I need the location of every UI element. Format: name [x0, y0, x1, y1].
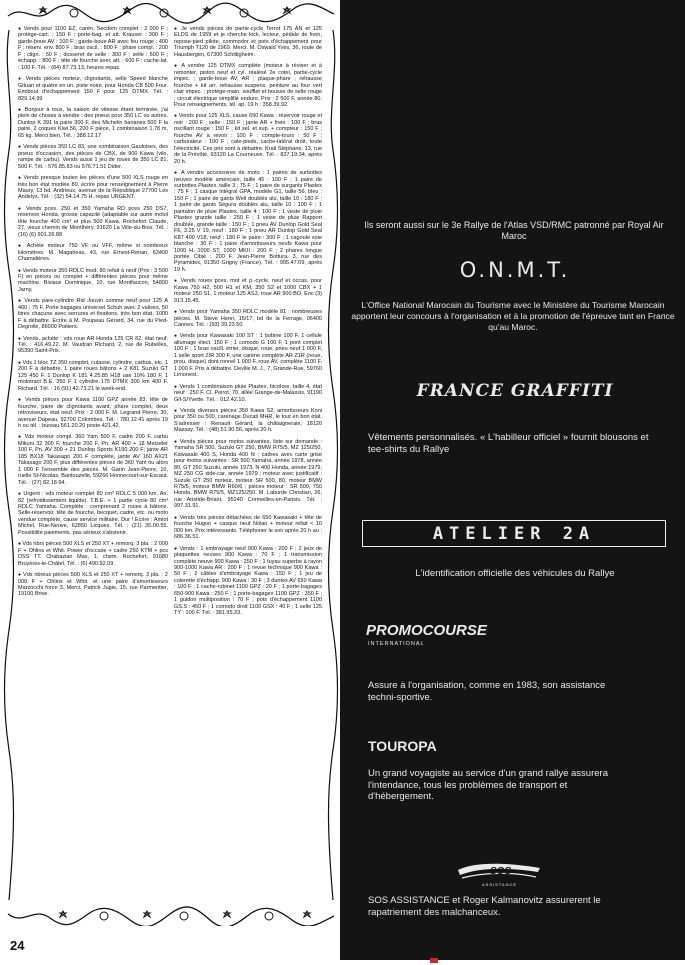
classified-ad: ● Vends : 1 embrayage neuf 900 Kawa : 200 F ; 2 jeux de plaquettes neuves 900 Kawa : 70 F ; 1 transmission complète neuve 900 Kawa : 250 F ; 1 tuyau superbe à rayon 900-1000 Kawa AR : 200 F ; 1 revue technique 900 Kawa : 50 F ; 2 câbles d'embrayage Kawa : 150 F ; 1 jeu de colerette d'échapp. 900 Kawa : 30 F ; 3 durites AV 650 Kawa : 100 F ; 1 cache-robinet 1100 GPZ : 20 F ; 1 porte-bagages 650-900 Kawa : 250 F ; 1 porte-bagages 1100 GPZ : 350 F ; 1 guidon multiposition : 70 F ; pots d'échappement 1100 GS.S : 450 F ; 1 comodo droit 1100 GSX : 40 F ; 1 selle 125 TY : 100 F. Tél. : 381.95.33. [174, 546, 322, 617]
classified-ad: ● Vends moteur 350 RDLC mod. 80 refait à neuf (Prix : 3 500 F) en pièces ou complet + différentes pièces pour même machine. Bisiaux Dominique, 10, rue Montfaucon, 54800 Jarny. [18, 268, 168, 294]
classified-ad: ● Vds moteur compl. 360 Yam 500 F, cadre 200 F, carbu Mikuni 32 300 F, fourche 200 F, Pn. AR 400 + 18 Metzeler 100 F, Pn. AV 300 + 21 Dunlop Sports K190 200 F; jante AR 185 BX18 Takasago 200 F complète, jante AV 160 AX21 Takasago 200 F, plus différentes pièces de 360 Yam ou alors 1 000 F l'ensemble des pièces. M. Garin Jean-Pierre, 10, ruelle St-Nicolas, Bantouzelle, 59266 Honnecourt-sur-Escaut. Tél. : (27) 82.18.94. [18, 434, 168, 486]
classified-ad: ● Vends pour 125 XLS, cause 650 Kawa : réservoir rouge et noir : 200 F ; selle : 150 F ; jante AR + frein : 100 F ; bras oscillant rouge : 150 F ; kit sel. et sup. + compteur : 150 F ; fourche AV à revoir : 100 F ; compte-tours : 50 F ; carburateur : 100 F ; cale-pieds, cache-latéral droit, toute l'électricité. Ces prix sont à débattre. Krali Stéphane, 13, rue de la Prévôté, 93120 La Courneuve. Tél. : 837.19.34, après 20 h. [174, 113, 322, 165]
classified-ad: ● Vends pces. 250 et 350 Yamaha RD pces 250 DS7, réservoir Honda, grosse capacité (adaptable sur autre motol tête fourche 400 cm³ et plus 500 Kawa. Rochefort Claude, 27, vieux chemin de Montlhéry, 91620 La Ville-du-Bois. Tél. : (16) (6) 901.26.88 [18, 206, 168, 238]
classified-ad: ● Vends pour Yamaha 350 RDLC modèle 81 : nombreuses pièces. M. Steve Henri, 15/17, bd de la Ferrage, 06400 Cannes. Tél. : (93) 39.23.50. [174, 309, 322, 328]
classified-ad: ● Achète moteur 750 VF ou VFF, même si nombreux kilomètres. M. Magaheas, 43, rue Ernest-Renan, 63400 Chamalières. [18, 243, 168, 262]
sos-logo-text: SOS [490, 866, 512, 877]
onmt-description: L'Office National Marocain du Tourisme avec le Ministère du Tourisme Marocain apportent leur concours à l'organisation et à la promotion de l'épreuve tant en France qu'au Maroc. [351, 300, 675, 332]
page-number: 24 [10, 938, 25, 953]
classified-ad: ● Vends roues pces. mot et p.-cycle, neuf et occas. pour Kawa 750 H2, 500 H1 et KM, 350 S2 et 1000 CBX + 1 moteur 250 S1, 1 moteur 125 AS3, roue AR 900 BO. Enc (3) 913.15.45. [174, 278, 322, 304]
classified-ad: ● Vds nbreus pièces 500 XLS et 250 XT + remorq. 3 pla. : 2 000 F + Ohlins et Whit. et une paire d'amortisseurs Marzocchi force 3. Merci. Patrick Jugie, 15, rue Parmentier, 19100 Brive. [18, 572, 168, 598]
classified-ad: ● A vendre accessoires de moto : 1 paires de surbottes neuves modèle américain, taille 45 : 100 F ; 1 paire de surbottes Plastex, taille 3 : 75 F ; 1 paire de surgants Plastex : 75 F ; 1 casque intégral GPA, modèle G1, taille 56, bleu : 150 F ; 1 paire de gants Well doublés alu, taille 10 : 180 F ; 1 paire de gants Ségura doublés alu, taille 10 : 100 F ; 1 pantalon de pluie Plastex, taille 4 : 100 F ; 1 veste de pluie Plastex grande taille : 250 F ; 1 veste de pluie Rapport doublée, grande taille : 150 F ; 1 pneu AV Dunlop Gold Seal F6, 3.25 V 19, neuf : 180 F ; 1 pneu AR Dunlop Gold Seal K87 400 V18, neuf : 180 F le paire : 300 F ; 1 cagoule soie blanche : 30 F ; 1 paire d'amortisseurs neufs Kawa pour 1000 H, 1000 ST, 1000 MKII : 200 F ; 2 phares longue portée Cibié : 200 F. Jean-Pierre Bottura, 3, rue des Pyramides, 91350 Grigny (France). Tél. : 905.47.09, après 19 h. [174, 170, 322, 273]
classified-ad: ● Vends pièces pour Kawa 1100 GPZ année 83, tête de fourche, paire de clignotants avant, phare complet, deux rétroviseurs, état neuf. Prix : 2 000 F. M. Legrand Pierre, 30, avenue Dapeau, 92700 Colombes. Tél. : 780.12.41 après 19 h ou tél. : bureau 561.20.20 poste 421.42. [18, 397, 168, 429]
classified-ad: ● A vendre 125 DTMX complète (moteur à réviser et à remonter, piston neuf et cyl. réalésé 2e cotel, partie-cycle impec. ; garde-boue AV, AR ; plaque-phare ; rehausse fourche + kit arr. rehausse suspens. peinture au four vert clair impec. ; protège-main, soufflet et housse de selle rouge ; circuit électrique simplifié enduro. Prix : 2 500 F, année 80. Pour renseignements, tél. ap. 19 h : 358.39.92. [174, 63, 322, 108]
classified-ad: ● Bonjour à tous, la saison de vitesse étant terminée, j'ai plein de choses à vendre : des pneus pour 350 LC ou autres. Dunlop K 391 la paire 300 F, des Michelin bananes 500 F la paire, 2 coques Kiwi 56, 200 F pièce, 1 combinaison 1,78 m, 65 kg. Merci bien. Tél. : 388.12.17 [18, 107, 168, 139]
classified-ad: ● Vends pour Kawasaki 100 ST : 1 bobine 100 F, 1 cellule allumage élect. 150 F ; 1 comodo G 100 F, 1 pont complet 100 F ; 1 bras oscill. étrier, disque, roue, pneu neuf 1 000 F, 1 selle sport ZIR 300 F, une carène complète AR Z1R (noue, prou. disque) dont ronnel 1 000 F, roue AV, complète 1100 F, 1 000 F. Prix à débattre. Deville M. J., 7, Grande-Rue, 59760 Limonest. [174, 333, 322, 378]
atelier-2a-description: L'identification officielle des véhicules du Rallye [415, 568, 615, 579]
doodle-border-left [2, 30, 16, 900]
classifieds-column-a [18, 26, 168, 603]
classified-ad: ● Vends presque toutes les pièces d'une 500 XLS rouge en très bon état modèle 80, écrire pour renseignement à Pierre Maury, 13 bd. Andrieux, avenue de la République 27700 Les Andelys. Tél. : (32) 54.14.75 H. repas URGENT. [18, 175, 168, 201]
classified-ad: ● Je vends pièces de partie-cycle Terrot 175 AN et 125 ELDS de 1959 et je cherche kick, lecteur, pédale de frein, repose-pied pilote, commodor et pots d'échappement pour Triumph T120 de 1969. Merci. M. Oswald Yves, 36, route de Hausbergen, 67300 Schiltigheim. [174, 26, 322, 58]
sos-logo-sub: ASSISTANCE [482, 882, 518, 887]
doodle-border-top [4, 2, 340, 24]
classifieds-column-b [174, 26, 322, 622]
classified-ad: ● Vends diverses pièces 350 Kawa S2, amortisseurs Koni pour 350 ou 500, carénage Ducati MHR, le tout en bon état. S'adresser : Renault Gérard, la châtaigneraie, 18120 Massay. Tél. : (48) 51.90.56, après 20 h. [174, 408, 322, 434]
classified-ad: ● Vds 1 bloc TZ 350 complet, culasse, cylindre, carbus, etc. 1 200 F à débattre. 1 paire roues bâtons + 2 K81 Suzuki GT 125 450 F. 1 Dunlop K 181 4.25.85 H18 use 10% 180 F, 1 mototract B.E. 350 F 1 cylindre 175 DTMX 300 km 400 F. Richard. Tél. : 16 (91) 42.73.21 le week-end. [18, 360, 168, 392]
promocourse-logo-sub: INTERNATIONAL [368, 641, 425, 647]
red-print-mark [430, 958, 438, 963]
sponsors-panel [340, 0, 685, 960]
classified-ad: ● Vends, achète : vds roue AR Honda 125 CR 82, état neuf. Tél. : 416.49.22. M. Vaudran Richard, 2, rue de Rubelles, 95390 Saint-Prix. [18, 336, 168, 355]
classified-ad: ● Vends très pièces détachées de 650 Kawasaki + tête de fourche Hugon + casque neuf Nolan + moteur refait < 10 000 km. Prix intéressants. Téléphoner le soir après 20 h au : 686.36.51. [174, 515, 322, 541]
classified-ad: ● Urgent : vds moteur complet 80 cm³ RDLC 5 000 km. An. 82 (refroidissement liquide). T.B.E. + 1 partie cycle 80 cm³ RDLC Yamaha. Complète : comprenant 2 roues à bâtons. Selle-réservoir, tête de fourche, becquet, cadre, etc. ou moto vendue complète, cause service militaire. Dur ! Ecrire : Amiot Michel, Rue-Neuve, 62850 Licques. Tél. : (21) 35.00.55. Possibilité paiements, pas sérieux s'abstenir. [18, 491, 168, 536]
sos-assistance-logo [454, 858, 544, 888]
touropa-description: Un grand voyagiste au service d'un grand rallye assurera l'intendance, tous les problèmes de transport et d'hébergement. [368, 768, 608, 802]
promocourse-logo-text: PROMOCOURSE [366, 622, 487, 639]
classified-ad: ● Vends pièces pour motos suivantes, liste sur demande : Yamaha SR 500, Suzuki GT 250, BMW R75/5, MZ 125/250, Kawasaki 400 S, Honda 400 N ; cadres avec carte grise pour motos suivantes : SR 500 Yamaha, année 1978, année 80, GT 250 Suzuki, année 1973, N 400 Honda, année 1979, MZ 250 CG side-car, année 1979 ; moteur avec justificatif : Suzuki GT 250 moteur, moteur SR 500, 80, moteur BMW R75/5, moteur BMW R60/6 ; pièces moteur : SR 500, 750 Honda, BMW R75/5, MZ125/250. M. Laburde Christian, 26, rue Aristide-Briant, 95240 Cormeilles-en-Parisis. Tél. : 997.31.91. [174, 439, 322, 510]
france-graffiti-description: Vêtements personnalisés. « L'habilleur officiel » fournit blousons et tee-shirts du Rallye [368, 432, 649, 455]
classified-ad: ● Vds nbrs pièces 500 XLS et 250 XT + remorq. 3 pla. : 2 000 F + Ohlins et Whit. Power d'occase + cadre 250 KTM + pcs DSS TT. Chabazian Max, 1, chem. Rochefort, 91680 Bruyères-le-Châtel. Tél. : (6) 490.92.09. [18, 541, 168, 567]
classified-ad: ● Vends 1 combinaison pluie Plastex, bicolore, taille 4, état neuf : 250 F. Cl. Peirot, 70, allée Grange-de-Malassis, 91190 Gif-S/Yvette. Tél. : 012.42.10. [174, 384, 322, 403]
atelier-2a-logo-box [362, 520, 666, 547]
classified-ad: ● Vends pièces 350 LC 83, une combinaison Gauloises, des pneus d'occasion, des pièces de CBX, de 900 Kawa (vilo, rampe de carbu). Vends aussi 1 jeu de roues de 350 LC 81, 500 F. Tél. : 576.85.83 ou 576.71.51 Dider. [18, 144, 168, 170]
touropa-logo: TOUROPA [368, 738, 437, 754]
classified-ad: ● Vends pare-cylindre Rid Jouvin comme neuf pour 125 A 400 : 75 F. Porte bagages universel Schuh avec 2 valises, 50 litres chacune avec serrures et fixations, très bon état, 1000 F à débattre. Ecrire à M. Poupeau Gérard, 34, rue du Pied-Degrolle, 86000 Poitiers. [18, 298, 168, 330]
promocourse-description: Assure à l'organisation, comme en 1983, son assistance techni-sportive. [368, 680, 606, 703]
classified-ad: ● Vends pièces moteur, clignotants, selle Speed blanche Gituan et quatre en un, piste noire, pour Honda CB 500 Four. Emibout d'échappement 150 F pour 125 DTMX. Tél. : 829.14.99 [18, 76, 168, 102]
sos-assistance-description: SOS ASSISTANCE et Roger Kalmanovitz assurerent le rapatriement des malchanceux. [368, 895, 601, 918]
classified-ad: ● Vends pour 1100 EZ, carén. Secdem complet : 2 000 F ; protège-cart. : 150 F ; porte-bag. et att. Krauser : 300 F ; garde-boue AV : 100 F ; garde-boue AR avec feu rouge : 400 F ; réserv. env. 800 F ; bras oscil. : 800 F ; phare compl. : 200 F ; clign. : 50 F ; dosseret de selle : 300 F ; selle : 500 F ; échapp. : 800 F ; tête de fourche avec att. : 600 F ; cache-lat. : 100 F. Tél. : (84) 87.73.13, heures repas. [18, 26, 168, 71]
france-graffiti-logo: FRANCE GRAFFITI [416, 381, 614, 401]
sponsors-intro: Ils seront aussi sur le 3e Rallye de l'Atlas VSD/RMC patronné par Royal Air Maroc [364, 220, 664, 241]
doodle-border-bottom [4, 904, 340, 926]
onmt-logo: O.N.M.T. [459, 258, 571, 282]
atelier-2a-logo: ATELIER 2A [432, 523, 596, 544]
doodle-border-right [326, 30, 340, 900]
promocourse-logo [366, 620, 496, 648]
